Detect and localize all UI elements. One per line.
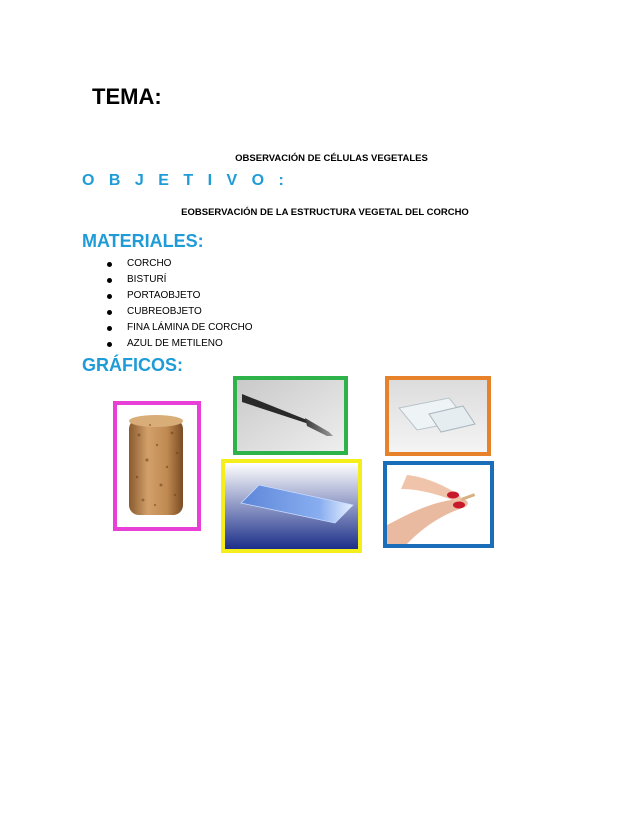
graficos-heading: GRÁFICOS: [82, 355, 183, 375]
tema-heading: TEMA: [92, 84, 162, 109]
list-item: AZUL DE METILENO [107, 336, 253, 352]
list-item: BISTURÍ [107, 272, 253, 288]
list-item: FINA LÁMINA DE CORCHO [107, 320, 253, 336]
slide-image [221, 459, 362, 553]
fingers-cork-sheet-image [383, 461, 494, 548]
list-item: PORTAOBJETO [107, 288, 253, 304]
list-item: CUBREOBJETO [107, 304, 253, 320]
list-item: CORCHO [107, 256, 253, 272]
objetivo-text: EOBSERVACIÓN DE LA ESTRUCTURA VEGETAL DEL CORCHO [181, 207, 469, 218]
objetivo-heading: O B J E T I V O : [82, 172, 289, 189]
topic-subtitle: OBSERVACIÓN DE CÉLULAS VEGETALES [235, 153, 428, 164]
cork-image [113, 401, 201, 531]
materiales-heading: MATERIALES: [82, 231, 204, 251]
scalpel-image [233, 376, 348, 455]
coverslip-image [385, 376, 491, 456]
materials-list [107, 256, 253, 352]
